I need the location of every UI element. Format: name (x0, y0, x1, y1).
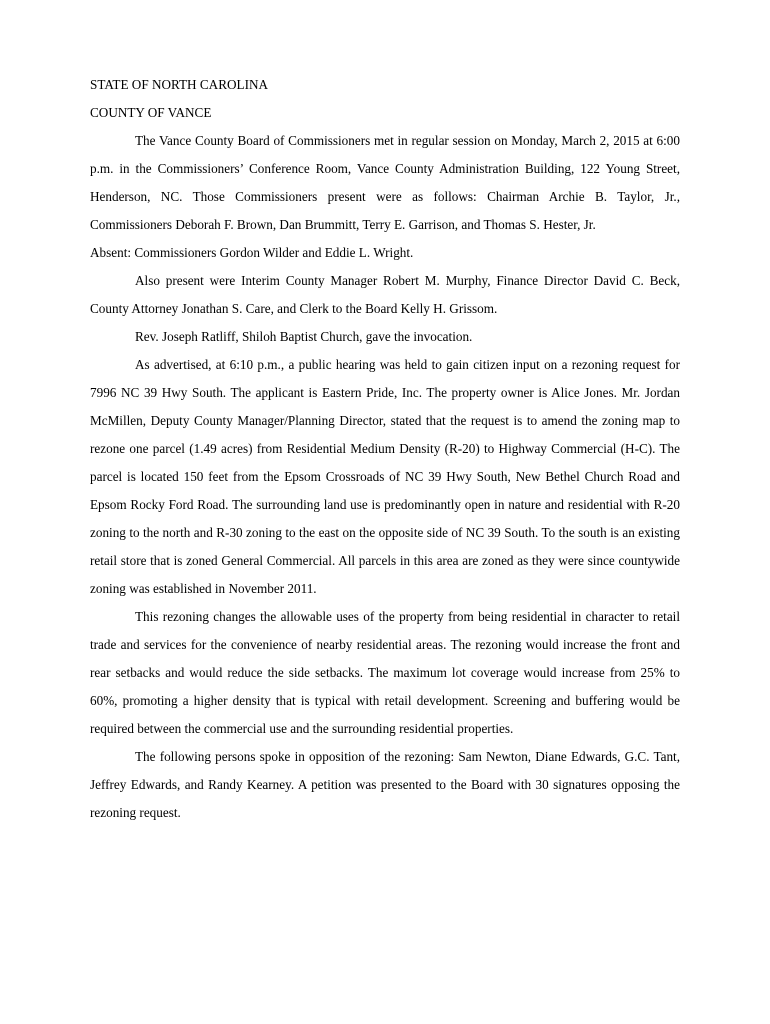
paragraph-rezoning-changes: This rezoning changes the allowable uses of the property from being residential in character to retail trade and services for the convenience of nearby residential areas. The rezoning would increase the front and rear setbacks and would reduce the side setbacks. The maximum lot coverage would increase from 25% to 60%, promoting a higher density that is typical with retail development. Screening and buffering would be required between the commercial use and the surrounding residential properties. (90, 609, 680, 736)
paragraph-public-hearing: As advertised, at 6:10 p.m., a public hearing was held to gain citizen input on a rezoning request for 7996 NC 39 Hwy South. The applicant is Eastern Pride, Inc. The property owner is Alice Jones. Mr. Jordan McMillen, Deputy County Manager/Planning Director, stated that the request is to amend the zoning map to rezone one parcel (1.49 acres) from Residential Medium Density (R-20) to Highway Commercial (H-C). The parcel is located 150 feet from the Epsom Crossroads of NC 39 Hwy South, New Bethel Church Road and Epsom Rocky Ford Road. The surrounding land use is predominantly open in nature and residential with R-20 zoning to the north and R-30 zoning to the east on the opposite side of NC 39 South. To the south is an existing retail store that is zoned General Commercial. All parcels in this area are zoned as they were since countywide zoning was established in November 2011. (90, 357, 680, 596)
minutes-page (90, 71, 680, 827)
paragraph-absent: Absent: Commissioners Gordon Wilder and Eddie L. Wright. (90, 245, 414, 260)
paragraph-opposition: The following persons spoke in opposition of the rezoning: Sam Newton, Diane Edwards, G.C. Tant, Jeffrey Edwards, and Randy Kearney. A petition was presented to the Board with 30 signatures opposing the rezoning request. (90, 749, 680, 820)
state-heading: STATE OF NORTH CAROLINA (90, 77, 269, 92)
paragraph-also-present: Also present were Interim County Manager Robert M. Murphy, Finance Director David C. Beck, County Attorney Jonathan S. Care, and Clerk to the Board Kelly H. Grissom. (90, 273, 680, 316)
paragraph-invocation: Rev. Joseph Ratliff, Shiloh Baptist Church, gave the invocation. (135, 329, 473, 344)
county-heading: COUNTY OF VANCE (90, 105, 212, 120)
paragraph-session-attendance: The Vance County Board of Commissioners met in regular session on Monday, March 2, 2015 at 6:00 p.m. in the Commissioners’ Conference Room, Vance County Administration Building, 122 Young Street, Henderson, NC. Those Commissioners present were as follows: Chairman Archie B. Taylor, Jr., Commissioners Deborah F. Brown, Dan Brummitt, Terry E. Garrison, and Thomas S. Hester, Jr. (90, 133, 680, 232)
